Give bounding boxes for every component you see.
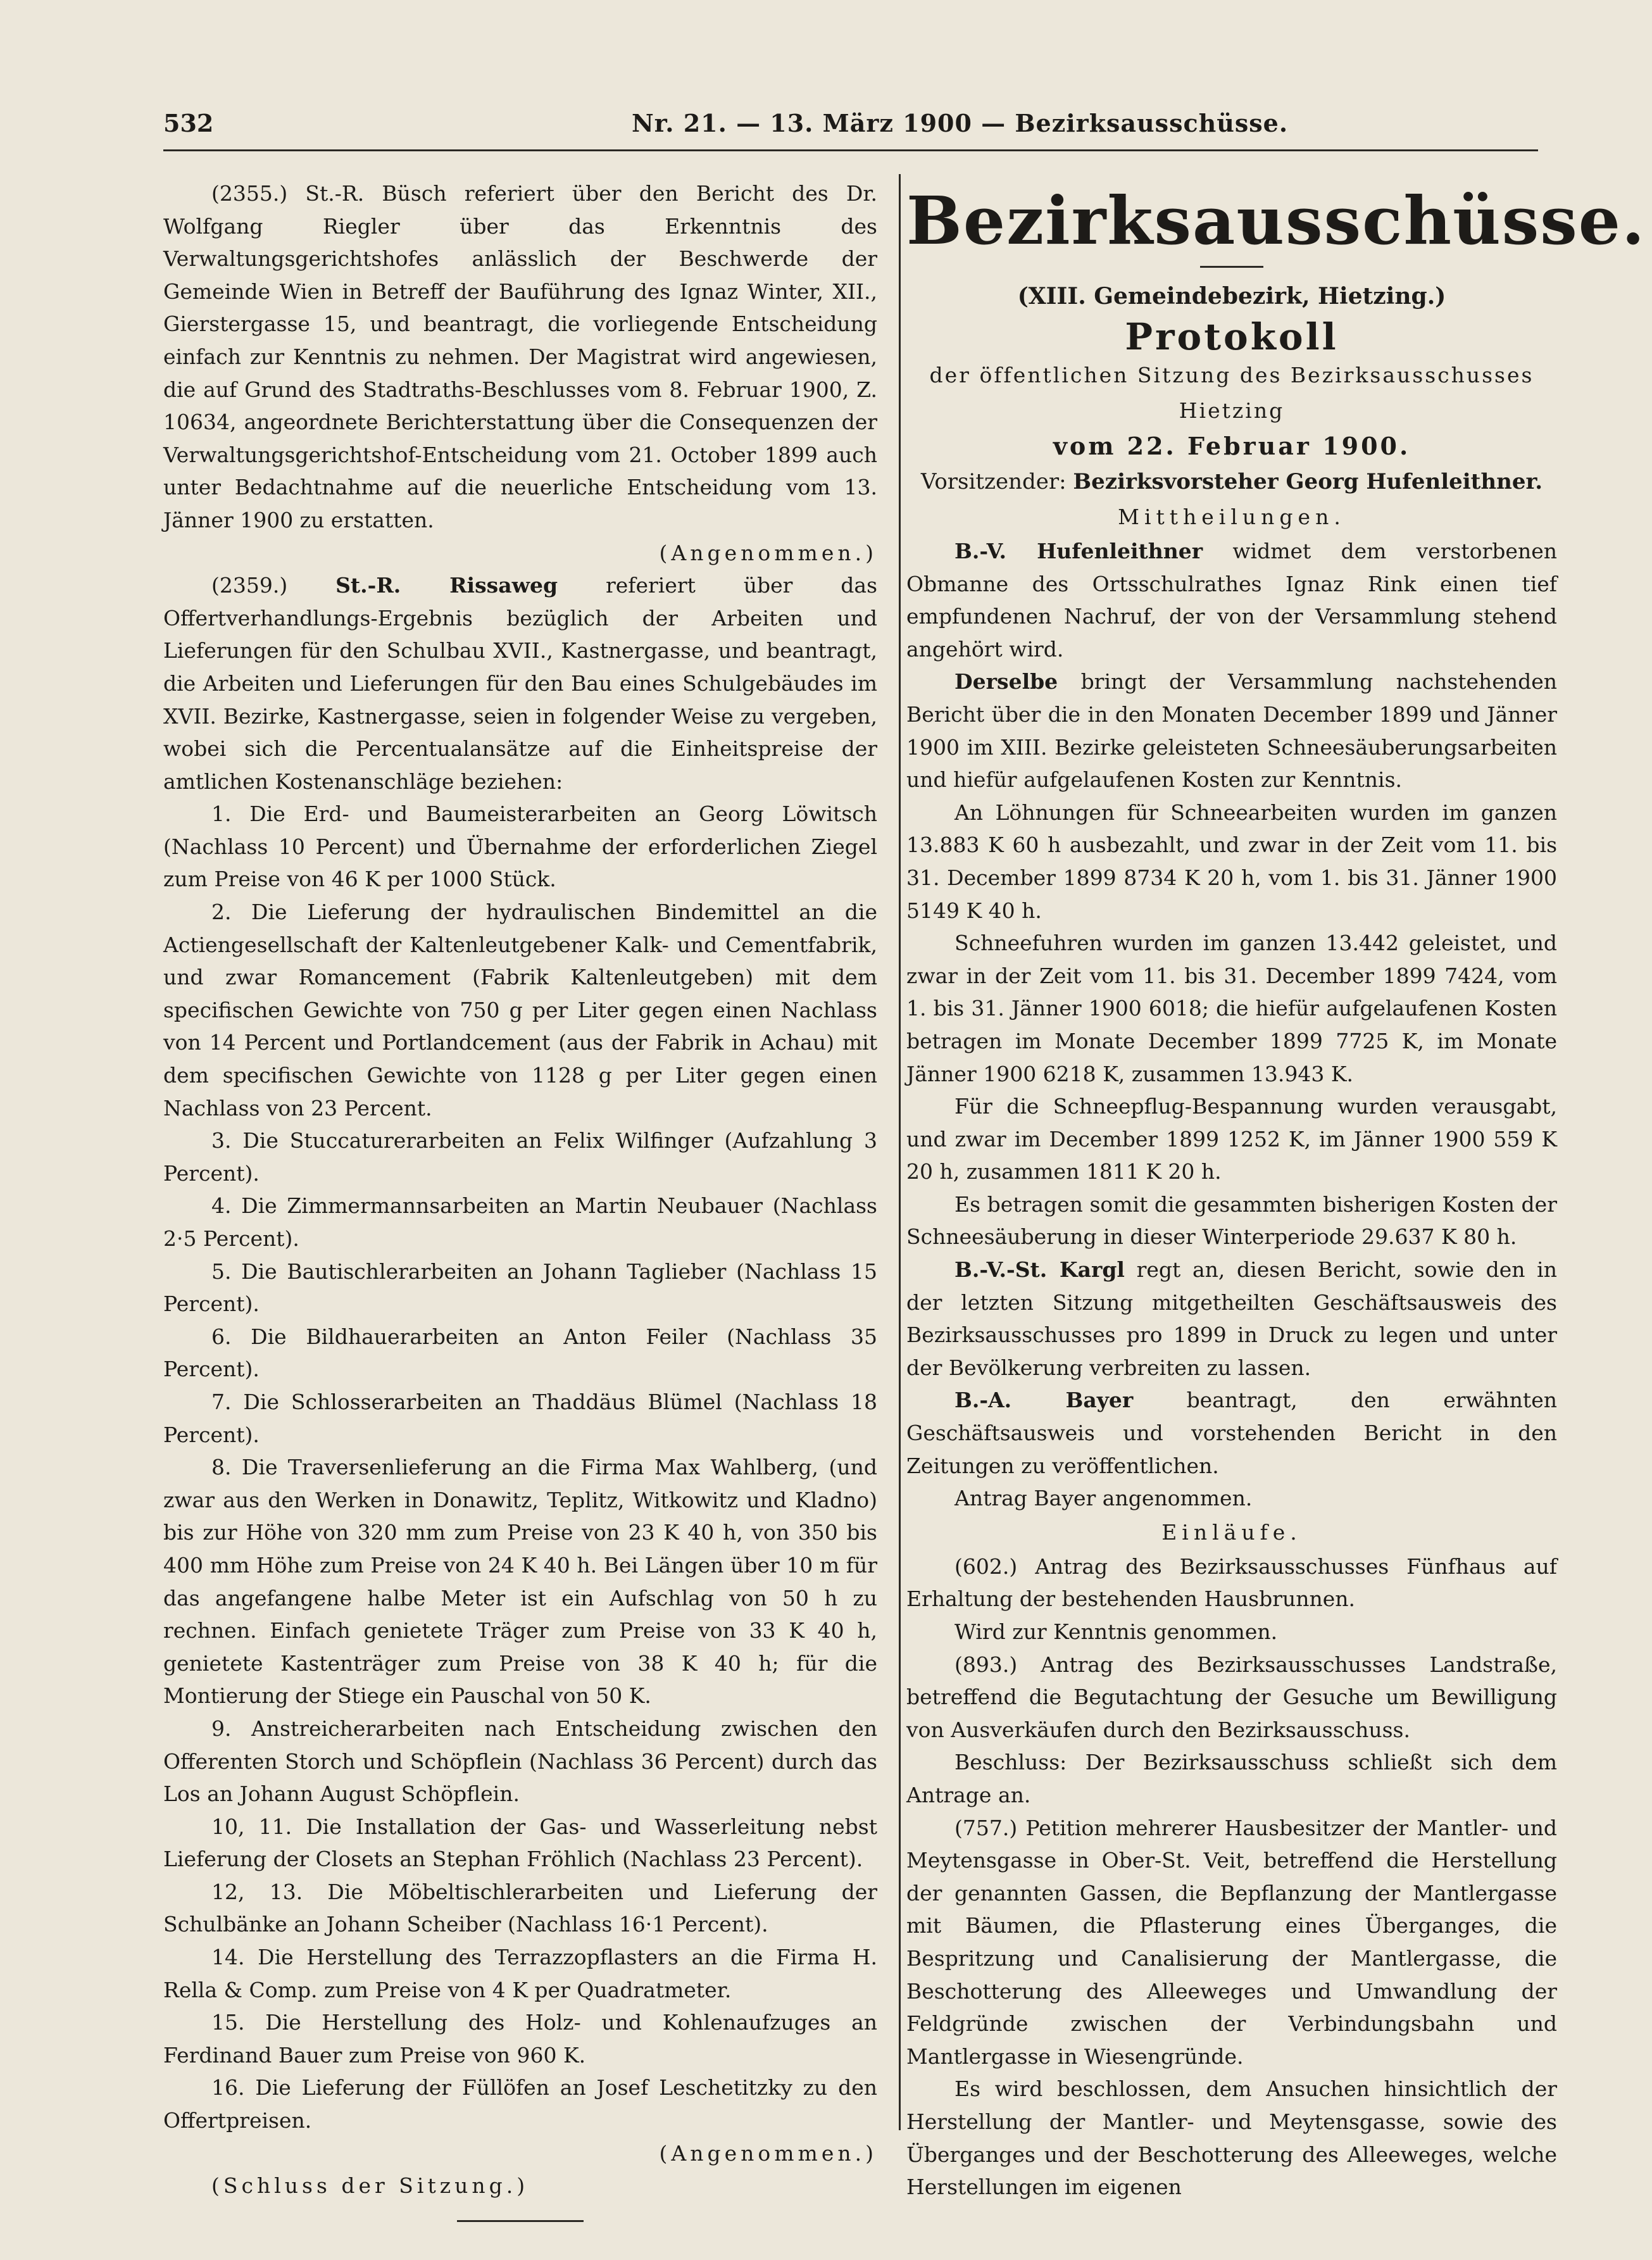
masthead-rule [1200,266,1263,268]
district-title: (XIII. Gemeindebezirk, Hietzing.) [1017,283,1446,310]
list-item: 9. Anstreicherarbeiten nach Entscheidung zwischen den Offerenten Storch und Schöpflein (Nachlass 36 Percent) durch das Los an Johann August Schöpflein. [163,1716,877,1807]
list-item: 15. Die Herstellung des Holz- und Kohlenaufzuges an Ferdinand Bauer zum Preise von 960 K. [163,2010,877,2068]
list-item: 5. Die Bautischlerarbeiten an Johann Taglieber (Nachlass 15 Percent). [163,1259,877,1317]
right-column [906,177,1646,2204]
speaker-name: B.-A. Bayer [954,1388,1134,1413]
paragraph-602: (602.) Antrag des Bezirksausschusses Fünfhaus auf Erhaltung der bestehenden Hausbrunnen. [906,1554,1557,1612]
paragraph-m5: Für die Schneepflug-Bespannung wurden verausgabt, und zwar im December 1899 1252 K, im Jänner 1900 559 K 20 h, zusammen 1811 K 20 h. [906,1094,1557,1184]
paragraph-602-result: Wird zur Kenntnis genommen. [954,1619,1278,1644]
list-item: 3. Die Stuccaturerarbeiten an Felix Wilfinger (Aufzahlung 3 Percent). [163,1128,877,1186]
list-item: 16. Die Lieferung der Füllöfen an Josef Leschetitzky zu den Offertpreisen. [163,2075,877,2133]
list-item: 7. Die Schlosserarbeiten an Thaddäus Blümel (Nachlass 18 Percent). [163,1389,877,1447]
paragraph-m8: B.-A. Bayer beantragt, den erwähnten Geschäftsausweis und vorstehenden Bericht in den Zeitungen zu veröffentlichen. [906,1388,1557,1478]
paragraph-m7: B.-V.-St. Kargl regt an, diesen Bericht, sowie den in der letzten Sitzung mitgetheilten Geschäftsausweis des Bezirksausschusses pro 1899 in Druck zu legen und unter der Bevölkerung verbreiten zu lassen. [906,1257,1557,1380]
paragraph-m1: B.-V. Hufenleithner widmet dem verstorbenen Obmanne des Ortsschulrathes Ignaz Rink einen tief empfundenen Nachruf, der von der Versammlung stehend angehört wird. [906,539,1557,662]
paragraph-m9: Antrag Bayer angenommen. [954,1486,1253,1511]
header-rule [163,149,1538,151]
list-item: 10, 11. Die Installation der Gas- und Wasserleitung nebst Lieferung der Closets an Stephan Fröhlich (Nachlass 23 Percent). [163,1814,877,1872]
paragraph-893-result: Beschluss: Der Bezirksausschuss schließt sich dem Antrage an. [906,1750,1557,1807]
closing-line: (Schluss der Sitzung.) [211,2173,529,2199]
item16-result: (Angenommen.) [659,2140,877,2166]
list-item: 8. Die Traversenlieferung an die Firma Max Wahlberg, (und zwar aus den Werken in Donawitz, Teplitz, Witkowitz und Kladno) bis zur Höhe von 320 mm zum Preise von 23 K 40 h, von 350 bis 400 mm Höhe zum Preise von 24 K 40 h. Bei Längen über 10 m für das angefangene halbe Meter ist ein Aufschlag von 50 h zu rechnen. Einfach genietete Träger zum Preise von 33 K 40 h, genietete Kastenträger zum Preise von 38 K 40 h; für die Montierung der Stiege ein Pauschal von 50 K. [163,1455,877,1709]
list-item: 1. Die Erd- und Baumeisterarbeiten an Georg Löwitsch (Nachlass 10 Percent) und Übernahme der erforderlichen Ziegel zum Preise von 46 K per 1000 Stück. [163,801,877,892]
paragraph-2355-result: (Angenommen.) [659,540,877,565]
paragraph-757: (757.) Petition mehrerer Hausbesitzer der Mantler- und Meytensgasse in Ober-St. Veit, betreffend die Herstellung der genannten Gassen, die Bepflanzung der Mantlergasse mit Bäumen, die Pflasterung eines Überganges, die Bespritzung und Canalisierung der Mantlergasse, die Beschotterung des Alleeweges und Umwandlung der Feldgründe zwischen der Verbindungsbahn und Mantlergasse in Wiesengründe. [906,1815,1557,2069]
section-masthead: Bezirksausschüsse. [906,182,1646,260]
list-item: 4. Die Zimmermannsarbeiten an Martin Neubauer (Nachlass 2·5 Percent). [163,1193,877,1251]
speaker-name: B.-V. Hufenleithner [954,539,1203,563]
page-header [163,100,1538,138]
paragraph-2359: (2359.) St.-R. Rissaweg referiert über das Offertverhandlungs-Ergebnis bezüglich der Arbeiten und Lieferungen für den Schulbau XVII., Kastnergasse, und beantragt, die Arbeiten und Lieferungen für den Bau eines Schulgebäudes im XVII. Bezirke, Kastnergasse, seien in folgender Weise zu vergeben, wobei sich die Percentualansätze auf die Einheitspreise der amtlichen Kostenanschläge beziehen: [163,573,878,794]
section-einlaeufe: Einläufe. [1161,1519,1302,1545]
paragraph-2355: (2355.) St.-R. Büsch referiert über den Bericht des Dr. Wolfgang Riegler über das Erkenntnis des Verwaltungsgerichtshofes anlässlich der Beschwerde der Gemeinde Wien in Betreff der Bauführung des Ignaz Winter, XII., Gierstergasse 15, und beantragt, die vorliegende Entscheidung einfach zur Kenntnis zu nehmen. Der Magistrat wird angewiesen, die auf Grund des Stadtraths-Beschlusses vom 8. Februar 1900, Z. 10634, angeordnete Berichterstattung über die Consequenzen der Verwaltungsgerichtshof-Entscheidung vom 21. October 1899 auch unter Bedachtnahme auf die neuerliche Entscheidung vom 13. Jänner 1900 zu erstatten. [163,181,877,532]
speaker-name: Derselbe [954,669,1058,694]
paragraph-m6: Es betragen somit die gesammten bisherigen Kosten der Schneesäuberung in dieser Winterperiode 29.637 K 80 h. [906,1191,1557,1250]
section-mitteilungen: Mittheilungen. [1118,505,1346,529]
speaker-name: B.-V.-St. Kargl [954,1257,1125,1283]
column-divider [899,174,901,2130]
sitting-line: der öffentlichen Sitzung des Bezirksausschusses Hietzing [929,363,1534,423]
closing-rule [457,2220,584,2222]
list-item: 14. Die Herstellung des Terrazzopflasters an die Firma H. Rella & Comp. zum Preise von 4 K per Quadratmeter. [163,1945,877,2002]
paragraph-m2: Derselbe bringt der Versammlung nachstehenden Bericht über die in den Monaten December 1899 und Jänner 1900 im XIII. Bezirke geleisteten Schneesäuberungsarbeiten und hiefür aufgelaufenen Kosten zur Kenntnis. [906,669,1557,793]
list-item: 2. Die Lieferung der hydraulischen Bindemittel an die Actiengesellschaft der Kaltenleutgebener Kalk- und Cementfabrik, und zwar Romancement (Fabrik Kaltenleutgeben) mit dem specifischen Gewichte von 750 g per Liter gegen einen Nachlass von 14 Percent und Portlandcement (aus der Fabrik in Achau) mit dem specifischen Gewichte von 1128 g per Liter gegen einen Nachlass von 23 Percent. [163,900,877,1121]
paragraph-m3: An Löhnungen für Schneearbeiten wurden im ganzen 13.883 K 60 h ausbezahlt, und zwar in der Zeit vom 11. bis 31. December 1899 8734 K 20 h, vom 1. bis 31. Jänner 1900 5149 K 40 h. [906,800,1557,923]
running-title: Nr. 21. — 13. März 1900 — Bezirksausschüsse. [632,109,1289,137]
protokoll-title: Protokoll [1125,315,1339,358]
left-column [163,177,877,2222]
list-item: 6. Die Bildhauerarbeiten an Anton Feiler (Nachlass 35 Percent). [163,1324,877,1382]
paragraph-893: (893.) Antrag des Bezirksausschusses Landstraße, betreffend die Begutachtung der Gesuche um Bewilligung von Ausverkäufen durch den Bezirksausschuss. [906,1652,1557,1742]
paragraph-m4: Schneefuhren wurden im ganzen 13.442 geleistet, und zwar in der Zeit vom 11. bis 31. December 1899 7424, vom 1. bis 31. Jänner 1900 6018; die hiefür aufgelaufenen Kosten betragen im Monate December 1899 7725 K, im Monate Jänner 1900 6218 K, zusammen 13.943 K. [906,931,1557,1086]
speaker-name: St.-R. Rissaweg [335,573,558,598]
paragraph-757-result: Es wird beschlossen, dem Ansuchen hinsichtlich der Herstellung der Mantler- und Meytensgasse, sowie des Überganges und der Beschotterung des Alleeweges, welche Herstellungen im eigenen [906,2076,1557,2200]
date-line: vom 22. Februar 1900. [1053,432,1411,460]
page-number: 532 [163,109,214,137]
list-item: 12, 13. Die Möbeltischlerarbeiten und Lieferung der Schulbänke an Johann Scheiber (Nachlass 16·1 Percent). [163,1879,877,1937]
chair-line: Vorsitzender: Bezirksvorsteher Georg Hufenleithner. [920,469,1543,494]
